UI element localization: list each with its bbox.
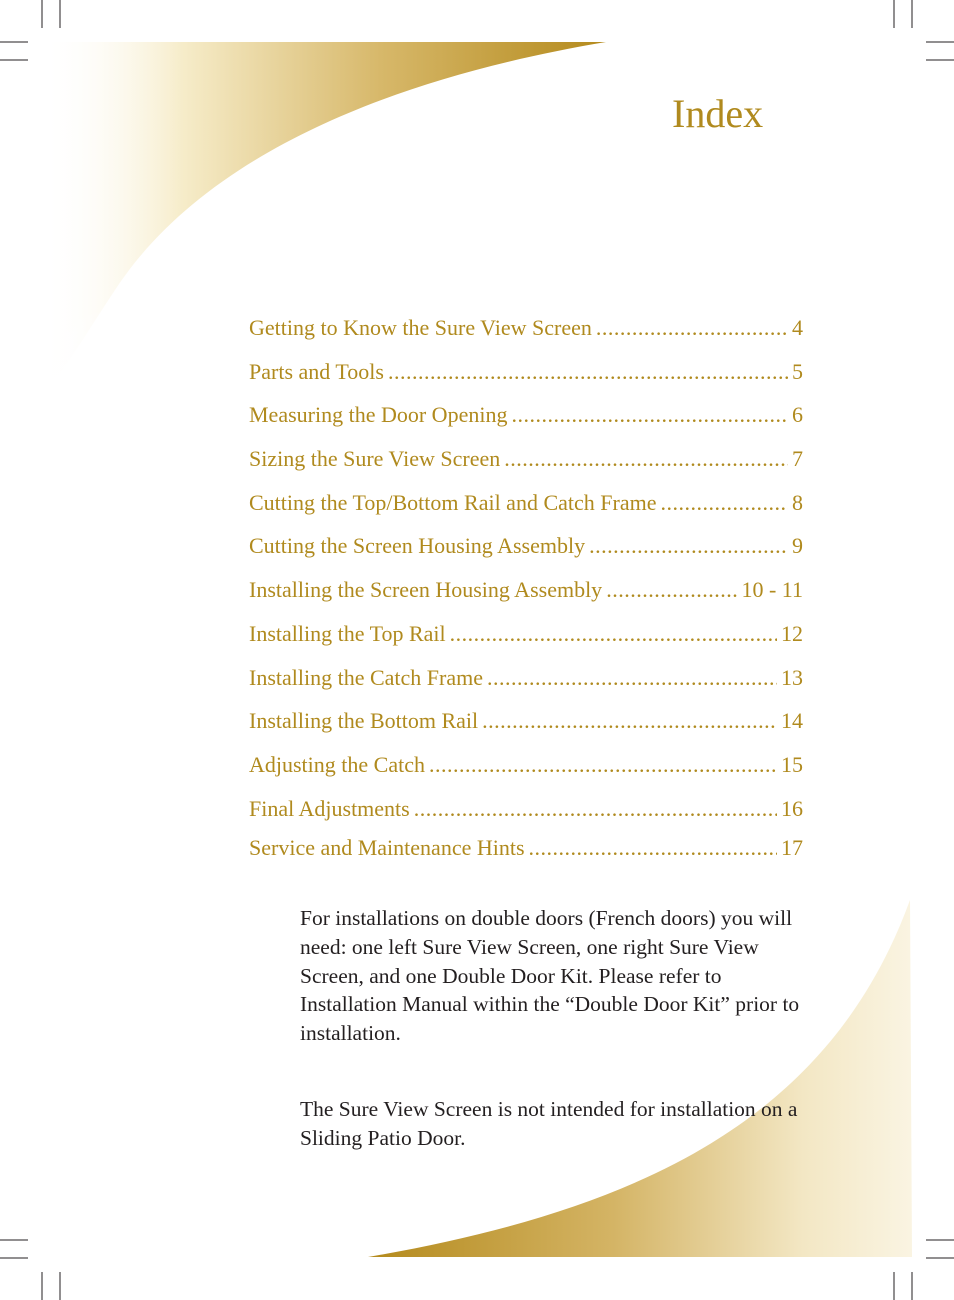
toc-entry-page: 7: [792, 446, 803, 472]
toc-entry-label: Getting to Know the Sure View Screen: [249, 315, 592, 340]
toc-entry-label: Final Adjustments: [249, 795, 410, 821]
toc-entry-page: 9: [792, 533, 803, 559]
toc-leader-dots: [596, 315, 788, 341]
toc-entry-installing-catch-frame[interactable]: [249, 665, 803, 709]
toc-entry-label: Service and Maintenance Hints: [249, 835, 525, 861]
toc-leader-dots: [606, 577, 737, 603]
toc-leader-dots: [511, 402, 788, 428]
toc-entry-label: Parts and Tools: [249, 358, 384, 384]
toc-entry-installing-bottom-rail[interactable]: [249, 708, 803, 752]
toc-entry-page: 8: [792, 489, 803, 515]
toc-entry-final-adjustments[interactable]: [249, 796, 803, 840]
toc-entry-label: Installing the Top Rail: [249, 620, 446, 646]
toc-entry-page: 5: [792, 358, 803, 384]
toc-entry-label: Sizing the Sure View Screen: [249, 446, 501, 472]
toc-leader-dots: [660, 490, 788, 516]
toc-leader-dots: [529, 835, 777, 861]
toc-entry-cutting-rail[interactable]: [249, 490, 803, 534]
toc-entry-adjusting-catch[interactable]: [249, 752, 803, 796]
toc-entry-getting-to-know[interactable]: [249, 315, 803, 359]
toc-entry-installing-housing[interactable]: [249, 577, 803, 621]
toc-entry-label: Cutting the Top/Bottom Rail and Catch Frame: [249, 489, 657, 515]
toc-leader-dots: [589, 533, 788, 559]
toc-entry-page: 16: [781, 795, 803, 821]
double-doors-note: For installations on double doors (French doors) you will need: one left Sure View Screen, one right Sure View Screen, and one Double Door Kit. Please refer to Installation Manual within the “Double Door Kit” prior to installation.: [300, 906, 800, 1046]
toc-entry-sizing[interactable]: [249, 446, 803, 490]
sliding-patio-note: The Sure View Screen is not intended for installation on a Sliding Patio Door.: [300, 1097, 798, 1150]
page-title: Index: [672, 91, 764, 136]
toc-leader-dots: [504, 446, 788, 472]
toc-entry-page: 17: [781, 835, 803, 861]
toc-entry-label: Installing the Screen Housing Assembly: [249, 577, 603, 603]
toc-entry-page: 13: [781, 664, 803, 690]
toc-leader-dots: [450, 621, 777, 647]
toc-leader-dots: [487, 665, 777, 691]
toc-entry-page: 4: [792, 315, 803, 340]
toc-entry-installing-top-rail[interactable]: [249, 621, 803, 665]
toc-entry-label: Installing the Bottom Rail: [249, 708, 479, 734]
toc-entry-page: 14: [781, 708, 803, 734]
toc-leader-dots: [482, 708, 777, 734]
toc-entry-service-hints[interactable]: [249, 835, 803, 875]
toc-entry-cutting-housing[interactable]: [249, 533, 803, 577]
toc-entry-page: 12: [781, 620, 803, 646]
toc-entry-label: Cutting the Screen Housing Assembly: [249, 533, 586, 559]
toc-entry-label: Measuring the Door Opening: [249, 402, 508, 428]
toc-entry-label: Adjusting the Catch: [249, 751, 425, 777]
toc-entry-page: 15: [781, 751, 803, 777]
toc-leader-dots: [388, 359, 788, 385]
toc-entry-parts-and-tools[interactable]: [249, 359, 803, 403]
toc-entry-page: 6: [792, 402, 803, 428]
toc-leader-dots: [414, 796, 777, 822]
toc-entry-label: Installing the Catch Frame: [249, 664, 483, 690]
table-of-contents: [249, 315, 803, 875]
toc-leader-dots: [429, 752, 777, 778]
toc-entry-measuring[interactable]: [249, 402, 803, 446]
toc-entry-page: 10 - 11: [741, 577, 803, 603]
